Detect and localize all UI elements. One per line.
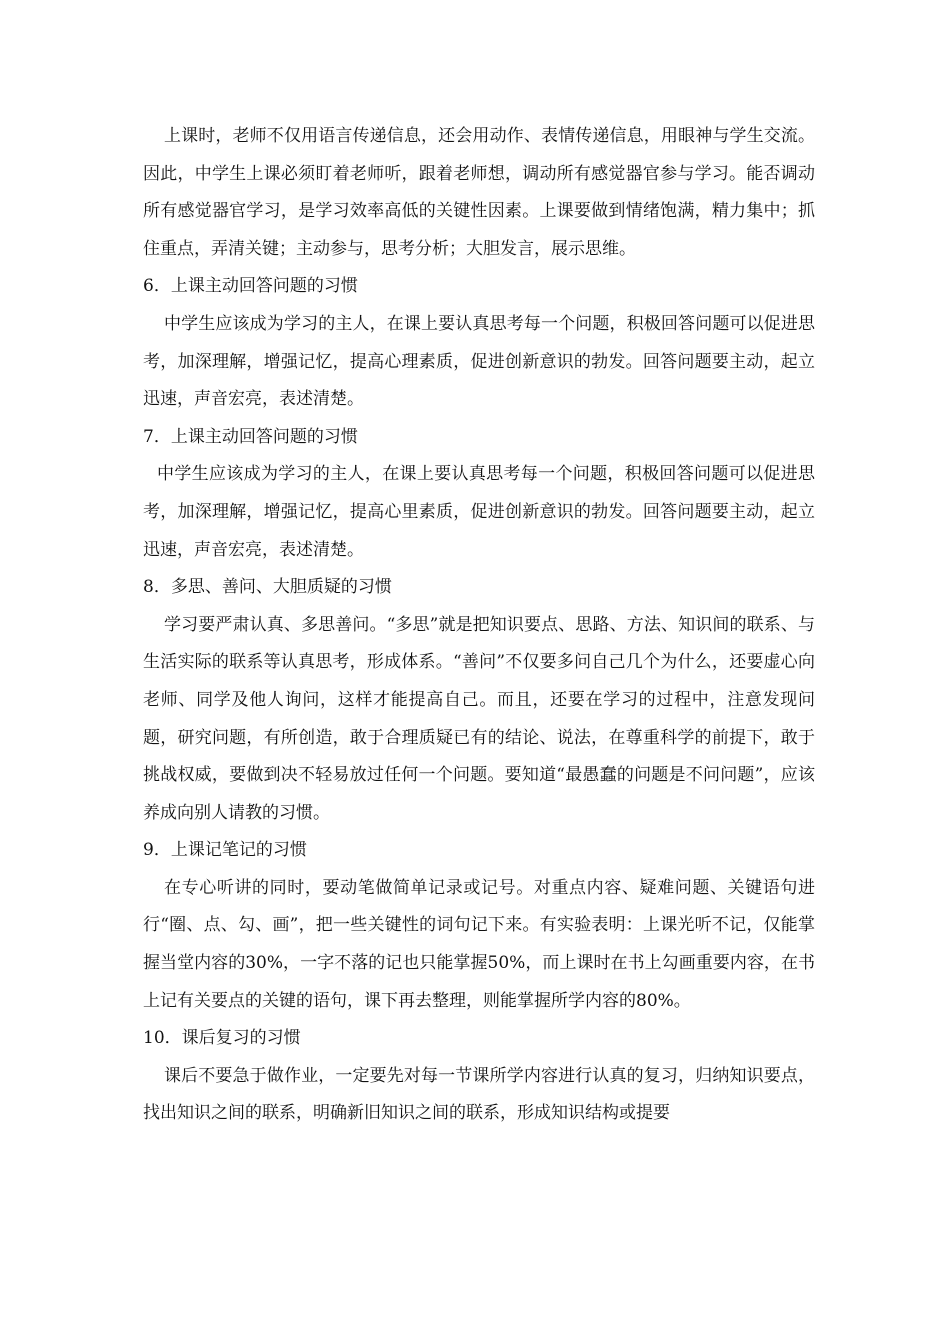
paragraph-note-taking: 在专心听讲的同时，要动笔做简单记录或记号。对重点内容、疑难问题、关键语句进行“圈、点、勾、画”，把一些关键性的词句记下来。有实验表明：上课光听不记，仅能掌握当堂内容的30%，一字不落的记也只能掌握50%，而上课时在书上勾画重要内容，在书上记有关要点的关键的语句，课下再去整理，则能掌握所学内容的80%。	[143, 877, 815, 1011]
heading-6: 6．上课主动回答问题的习惯	[143, 276, 358, 297]
heading-8: 8．多思、善问、大胆质疑的习惯	[143, 577, 392, 598]
paragraph-think-ask: 学习要严肃认真、多思善问。“多思”就是把知识要点、思路、方法、知识间的联系、与生活实际的联系等认真思考，形成体系。“善问”不仅要多问自己几个为什么，还要虚心向老师、同学及他人询问，这样才能提高自己。而且，还要在学习的过程中，注意发现问题，研究问题，有所创造，敢于合理质疑已有的结论、说法，在尊重科学的前提下，敢于挑战权威，要做到决不轻易放过任何一个问题。要知道“最愚蠢的问题是不问问题”，应该养成向别人请教的习惯。	[143, 614, 815, 823]
heading-7: 7．上课主动回答问题的习惯	[143, 426, 358, 447]
paragraph-answer-questions-6: 中学生应该成为学习的主人，在课上要认真思考每一个问题，积极回答问题可以促进思考，加深理解，增强记忆，提高心理素质，促进创新意识的勃发。回答问题要主动，起立迅速，声音宏亮，表述清楚。	[143, 313, 815, 410]
document-page	[143, 118, 815, 1133]
heading-10: 10．课后复习的习惯	[143, 1028, 301, 1049]
heading-9: 9．上课记笔记的习惯	[143, 840, 307, 861]
paragraph-listening: 上课时，老师不仅用语言传递信息，还会用动作、表情传递信息，用眼神与学生交流。因此，中学生上课必须盯着老师听，跟着老师想，调动所有感觉器官参与学习。能否调动所有感觉器官学习，是学习效率高低的关键性因素。上课要做到情绪饱满，精力集中；抓住重点，弄清关键；主动参与，思考分析；大胆发言，展示思维。	[143, 126, 815, 259]
paragraph-review: 课后不要急于做作业，一定要先对每一节课所学内容进行认真的复习，归纳知识要点，找出知识之间的联系，明确新旧知识之间的联系，形成知识结构或提要	[143, 1065, 815, 1124]
paragraph-answer-questions-7: 中学生应该成为学习的主人，在课上要认真思考每一个问题，积极回答问题可以促进思考，加深理解，增强记忆，提高心里素质，促进创新意识的勃发。回答问题要主动，起立迅速，声音宏亮，表述清楚。	[143, 464, 815, 560]
